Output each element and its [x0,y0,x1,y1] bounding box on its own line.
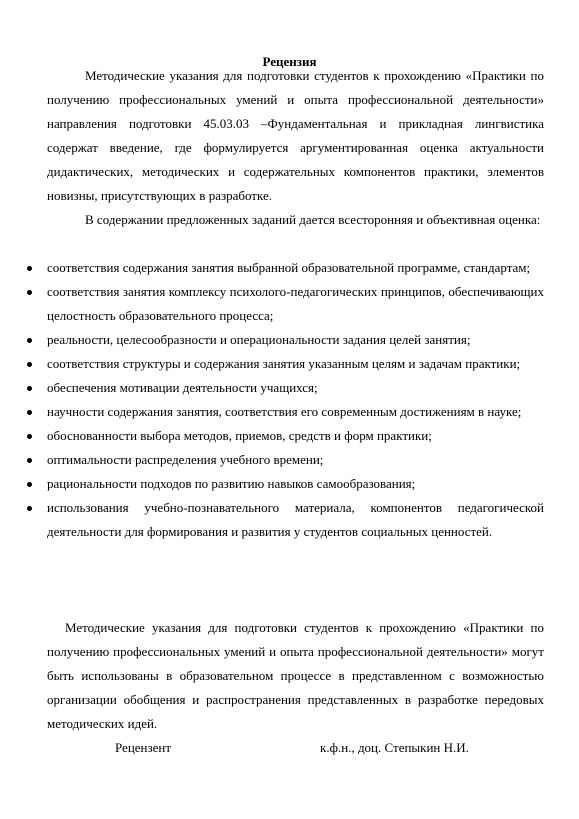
conclusion-paragraph: Методические указания для подготовки студентов к прохождению «Практики по получению профессиональных умений и опыта профессиональной деятельности» могут быть использованы в образовательном процессе в представленном с возможностью организации обобщения и распространения представленных в разработке передовых методических идей. [47,620,544,731]
list-item [0,448,544,472]
bullet-icon [27,410,32,415]
assessment-paragraph: В содержании предложенных заданий дается всесторонняя и объективная оценка: [85,212,541,227]
bullet-icon [27,338,32,343]
bullet-icon [27,434,32,439]
list-item [0,400,544,424]
list-item-text: использования учебно-познавательного материала, компонентов педагогической деятельности для формирования и развития у студентов социальных ценностей. [47,500,544,539]
list-item [0,472,544,496]
reviewer-name: к.ф.н., доц. Степыкин Н.И. [320,740,469,755]
list-item-text: обеспечения мотивации деятельности учащихся; [47,380,318,395]
list-item [0,496,544,544]
signature-line [0,736,579,760]
list-item [0,376,544,400]
list-item-text: обоснованности выбора методов, приемов, средств и форм практики; [47,428,432,443]
reviewer-label: Рецензент [115,740,172,755]
list-item-text: соответствия занятия комплексу психолого-педагогических принципов, обеспечивающих целостность образовательного процесса; [47,284,544,323]
bullet-icon [27,458,32,463]
list-item-text: рациональности подходов по развитию навыков самообразования; [47,476,416,491]
intro-paragraph: Методические указания для подготовки студентов к прохождению «Практики по получению профессиональных умений и опыта профессиональной деятельности» направления подготовки 45.03.03 –Фундаментальная и прикладная лингвистика содержат введение, где формулируется аргументированная оценка актуальности дидактических, методических и содержательных компонентов практики, элементов новизны, присутствующих в разработке. [47,68,544,203]
bullet-icon [27,290,32,295]
bullet-icon [27,362,32,367]
bullet-icon [27,482,32,487]
list-item [0,424,544,448]
criteria-list [0,256,579,544]
list-item-text: оптимальности распределения учебного времени; [47,452,324,467]
bullet-icon [27,506,32,511]
bullet-icon [27,266,32,271]
document-title: Рецензия [262,54,317,69]
list-item [0,352,544,376]
list-item-text: реальности, целесообразности и операциональности задания целей занятия; [47,332,471,347]
list-item [0,256,544,280]
bullet-icon [27,386,32,391]
list-item [0,328,544,352]
list-item-text: научности содержания занятия, соответствия его современным достижениям в науке; [47,404,522,419]
list-item-text: соответствия структуры и содержания занятия указанным целям и задачам практики; [47,356,521,371]
list-item [0,280,544,328]
list-item-text: соответствия содержания занятия выбранной образовательной программе, стандартам; [47,260,531,275]
